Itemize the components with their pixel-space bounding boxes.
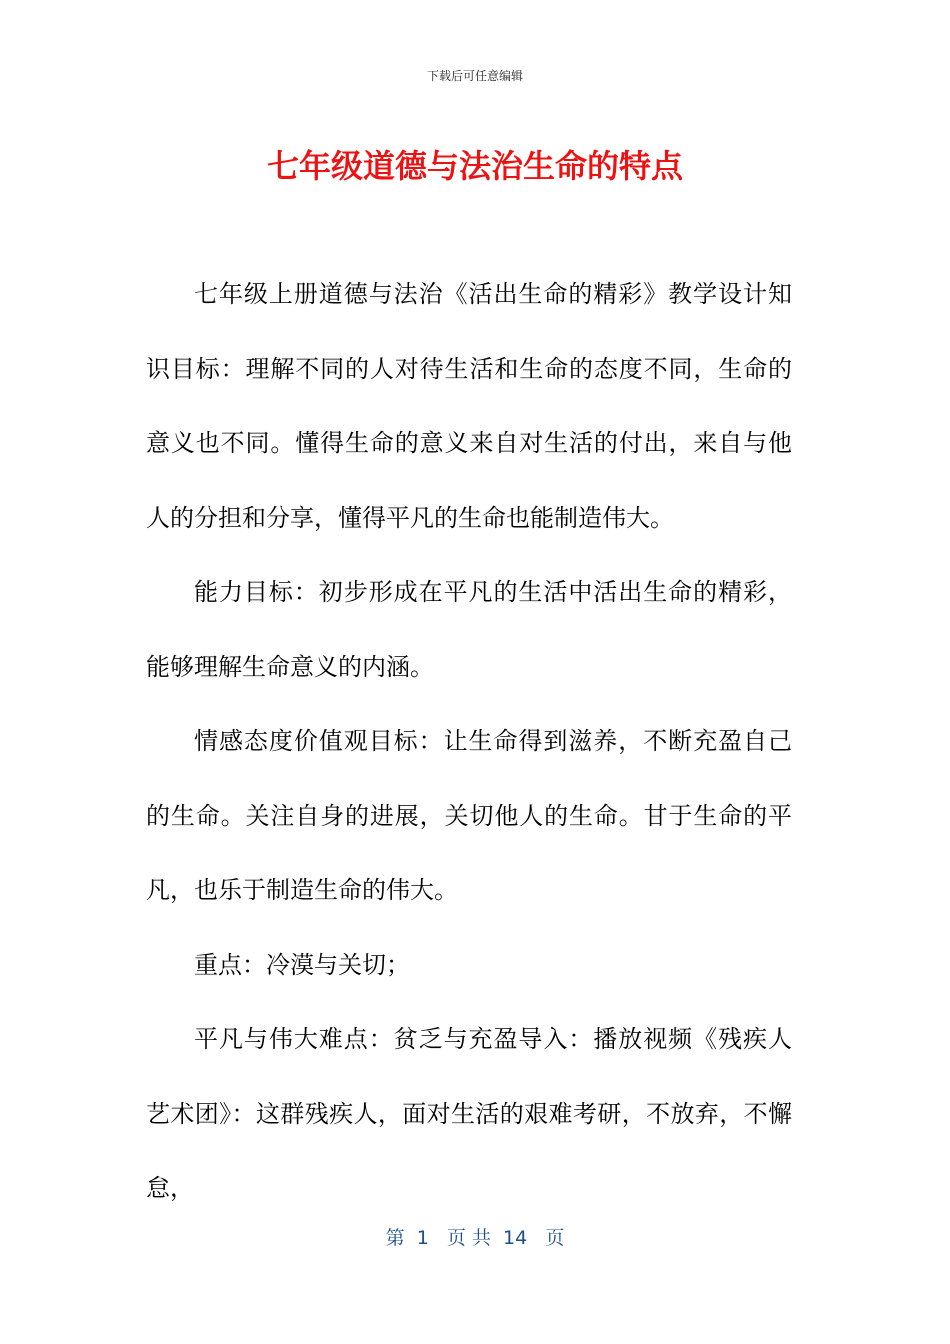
paragraph-key-points: 重点：冷漠与关切； bbox=[194, 950, 410, 979]
document-body bbox=[146, 257, 792, 1226]
paragraph-ability: 能力目标：初步形成在平凡的生活中活出生命的精彩，能够理解生命意义的内涵。 bbox=[146, 578, 792, 681]
document-title: 七年级道德与法治生命的特点 bbox=[266, 147, 683, 185]
paragraph-emotion: 情感态度价值观目标：让生命得到滋养，不断充盈自己的生命。关注自身的进展，关切他人的生命。甘于生命的平凡，也乐于制造生命的伟大。 bbox=[146, 727, 792, 904]
header-note: 下载后可任意编辑 bbox=[426, 69, 523, 83]
paragraph-difficulty: 平凡与伟大难点：贫乏与充盈导入：播放视频《残疾人艺术团》：这群残疾人，面对生活的艰难考研，不放弃，不懈怠， bbox=[146, 1025, 792, 1202]
paragraph-objectives: 七年级上册道德与法治《活出生命的精彩》教学设计知识目标：理解不同的人对待生活和生命的态度不同，生命的意义也不同。懂得生命的意义来自对生活的付出，来自与他人的分担和分享，懂得平凡的生命也能制造伟大。 bbox=[146, 280, 792, 532]
page-footer: 第 1 页 共 14 页 bbox=[385, 1227, 565, 1249]
